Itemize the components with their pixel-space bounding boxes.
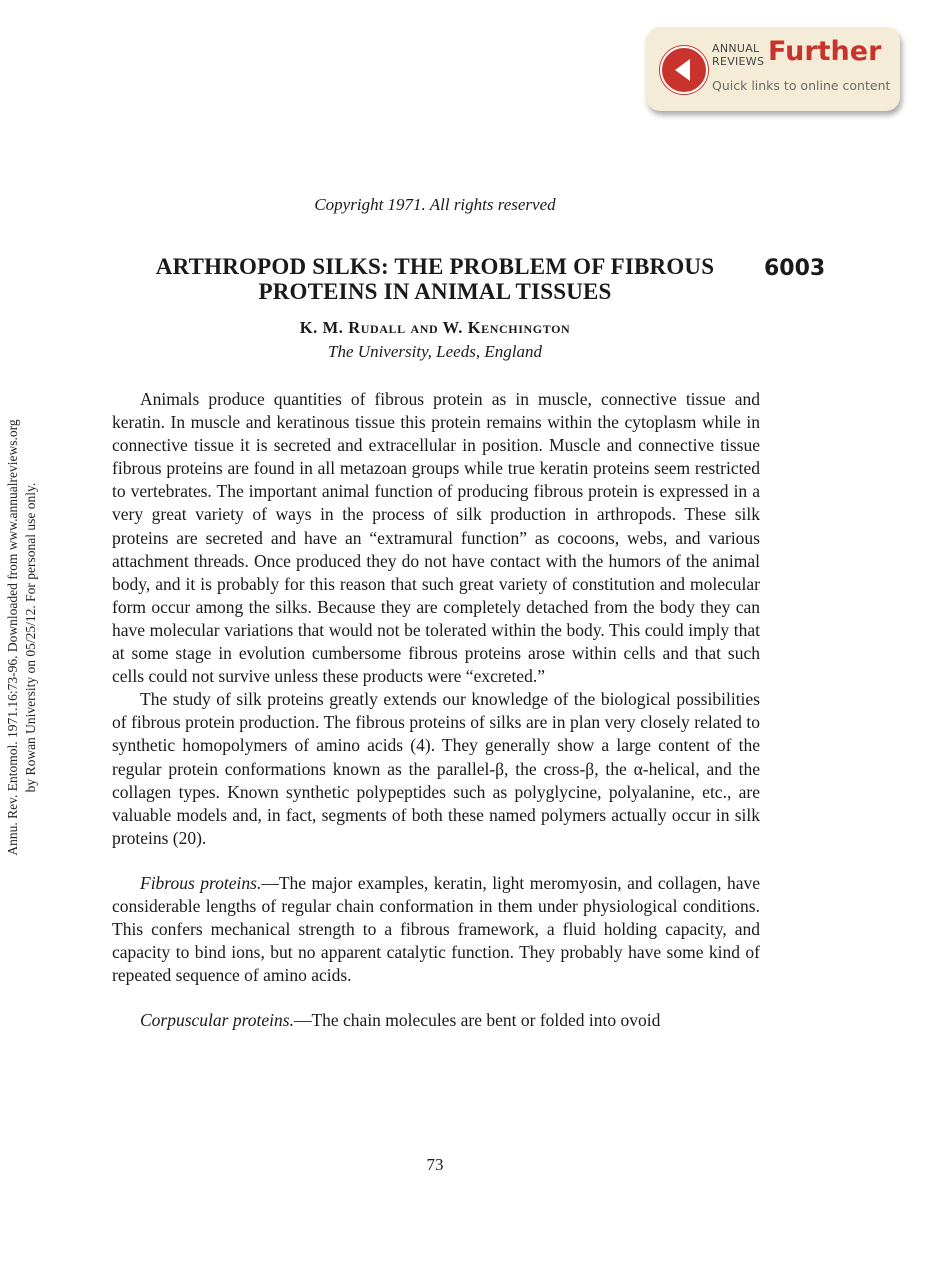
run-in-heading: Fibrous proteins. [140, 872, 262, 893]
article-title: ARTHROPOD SILKS: THE PROBLEM OF FIBROUS PROTEINS IN ANIMAL TISSUES [155, 254, 715, 304]
watermark-line-1: Annu. Rev. Entomol. 1971.16:73-96. Downloaded from www.annualreviews.org [5, 419, 20, 856]
authors: K. M. Rudall and W. Kenchington [299, 318, 571, 337]
download-watermark [4, 365, 48, 910]
quick-links-label[interactable]: Quick links to online content [712, 78, 891, 93]
play-back-icon[interactable] [660, 46, 708, 94]
paragraph-intro: Animals produce quantities of fibrous protein as in muscle, connective tissue and keratin. In muscle and keratinous tissue this protein remains within the cytoplasm while in connective tissue it is secreted and extracellular in position. Muscle and connective tissue fibrous proteins are found in all metazoan groups while true keratin proteins seem restricted to vertebrates. The important animal function of producing fibrous protein is expressed in a very great variety of ways in the process of silk production in arthropods. These silk proteins are secreted and have an “extramural function” as cocoons, webs, and various attachment threads. Once produced they do not have contact with the humors of the animal body, and it is probably for this reason that such great variety of constitution and molecular form occur among the silks. Because they are completely detached from the body they can have molecular variations that would not be tolerated within the body. This could imply that at some stage in evolution cumbersome fibrous proteins arose within cells and that such cells could not survive unless these products were “excreted.” [112, 389, 760, 687]
affiliation: The University, Leeds, England [328, 342, 542, 361]
watermark-line-2: by Rowan University on 05/25/12. For personal use only. [23, 482, 38, 793]
manuscript-number: 6003 [764, 256, 826, 281]
paragraph-silk-study: The study of silk proteins greatly extends our knowledge of the biological possibilities of fibrous protein production. The fibrous proteins of silks are in plan very closely related to synthetic homopolymers of amino acids (4). They generally show a large content of the regular protein conformations known as the parallel-β, the cross-β, the α-helical, and the collagen types. Known synthetic polypeptides such as polyglycine, polyalanine, etc., are valuable models and, in fact, segments of both these named polymers actually occur in silk proteins (20). [112, 689, 760, 848]
annual-reviews-logo: ANNUAL REVIEWS [712, 42, 765, 68]
further-badge[interactable] [646, 27, 900, 111]
further-label[interactable]: Further [768, 36, 882, 67]
copyright-line: Copyright 1971. All rights reserved [314, 195, 556, 214]
run-in-heading: Corpuscular proteins. [140, 1010, 294, 1031]
paragraph-corpuscular-proteins: Corpuscular proteins.—The chain molecules are bent or folded into ovoid [140, 1010, 661, 1031]
paragraph-fibrous-proteins: Fibrous proteins.—The major examples, keratin, light meromyosin, and collagen, have considerable lengths of regular chain conformation in them under physiological conditions. This confers mechanical strength to a fibrous framework, a fluid holding capacity, and capacity to bind ions, but no apparent catalytic function. They probably have some kind of repeated sequence of amino acids. [112, 872, 760, 986]
page-number: 73 [426, 1155, 444, 1174]
article-body [112, 388, 760, 1032]
